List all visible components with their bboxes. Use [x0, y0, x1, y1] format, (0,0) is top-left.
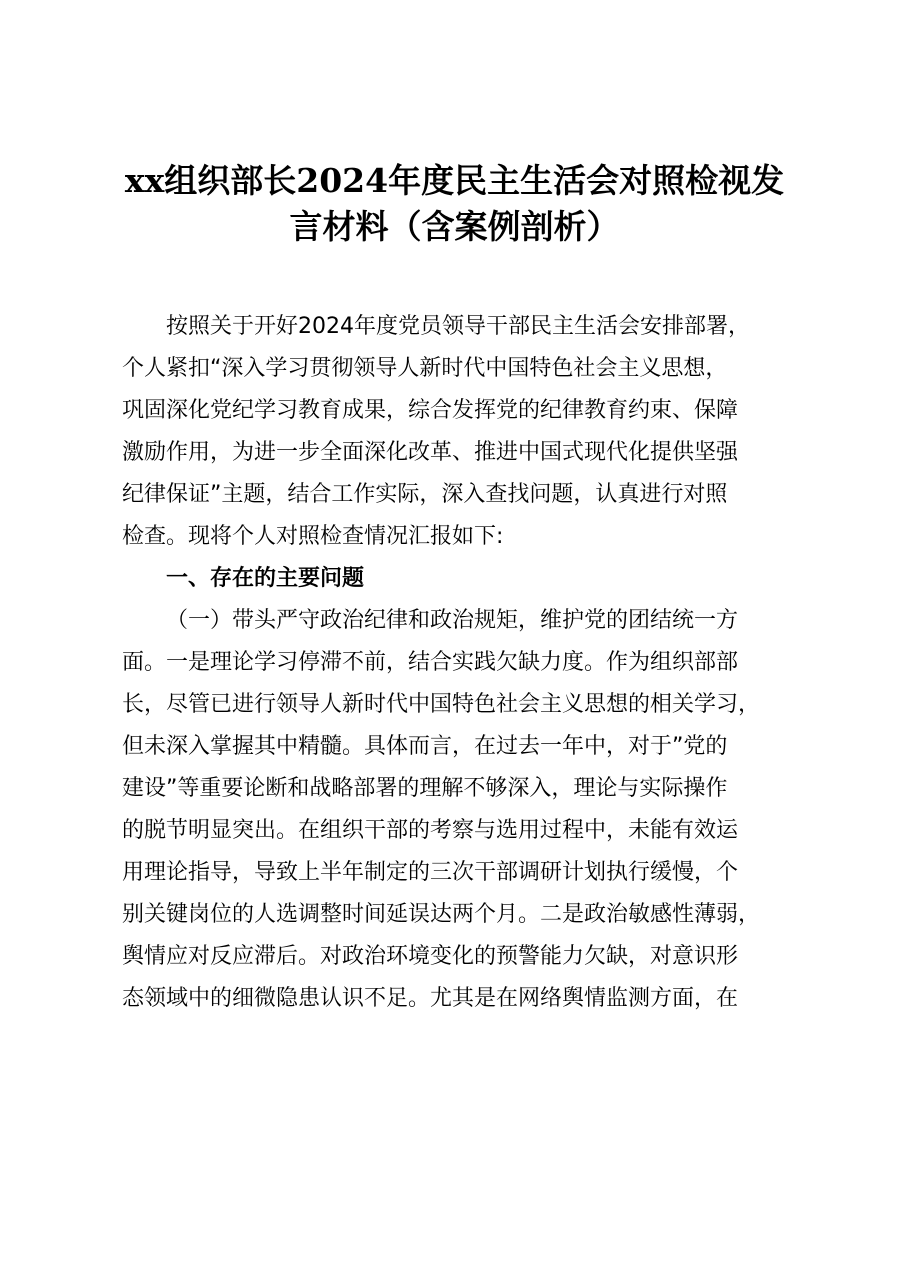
document-body [122, 306, 794, 1020]
section-paragraph [122, 600, 794, 1020]
text-line: 按照关于开好2024年度党员领导干部民主生活会安排部署， [166, 314, 750, 339]
text-line: 态领域中的细微隐患认识不足。尤其是在网络舆情监测方面，在 [122, 986, 739, 1011]
intro-paragraph [122, 306, 794, 558]
text-line: （一）带头严守政治纪律和政治规矩，维护党的团结统一方 [166, 608, 739, 633]
text-line: 别关键岗位的人选调整时间延误达两个月。二是政治敏感性薄弱， [122, 902, 761, 927]
title-line: xx组织部长2024年度民主生活会对照检视发 [124, 161, 785, 200]
text-line: 激励作用，为进一步全面深化改革、推进中国式现代化提供坚强 [122, 440, 739, 465]
text-line: 面。一是理论学习停滞不前，结合实践欠缺力度。作为组织部部 [122, 650, 739, 675]
section-heading: 一、存在的主要问题 [166, 566, 365, 591]
title-line: 言材料（含案例剖析） [289, 207, 620, 246]
text-line: 的脱节明显突出。在组织干部的考察与选用过程中，未能有效运 [122, 818, 739, 843]
text-line: 但未深入掌握其中精髓。具体而言，在过去一年中，对于”党的 [122, 734, 728, 759]
text-line: 用理论指导，导致上半年制定的三次干部调研计划执行缓慢，个 [122, 860, 739, 885]
text-line: 舆情应对反应滞后。对政治环境变化的预警能力欠缺，对意识形 [122, 944, 739, 969]
text-line: 个人紧扣“深入学习贯彻领导人新时代中国特色社会主义思想， [122, 356, 728, 381]
text-line: 长，尽管已进行领导人新时代中国特色社会主义思想的相关学习， [122, 692, 761, 717]
text-line: 建设”等重要论断和战略部署的理解不够深入，理论与实际操作 [122, 776, 728, 801]
document-title [120, 158, 789, 250]
text-line: 巩固深化党纪学习教育成果，综合发挥党的纪律教育约束、保障 [122, 398, 739, 423]
text-line: 检查。现将个人对照检查情况汇报如下: [122, 524, 504, 549]
text-line: 纪律保证”主题，结合工作实际，深入查找问题，认真进行对照 [122, 482, 728, 507]
